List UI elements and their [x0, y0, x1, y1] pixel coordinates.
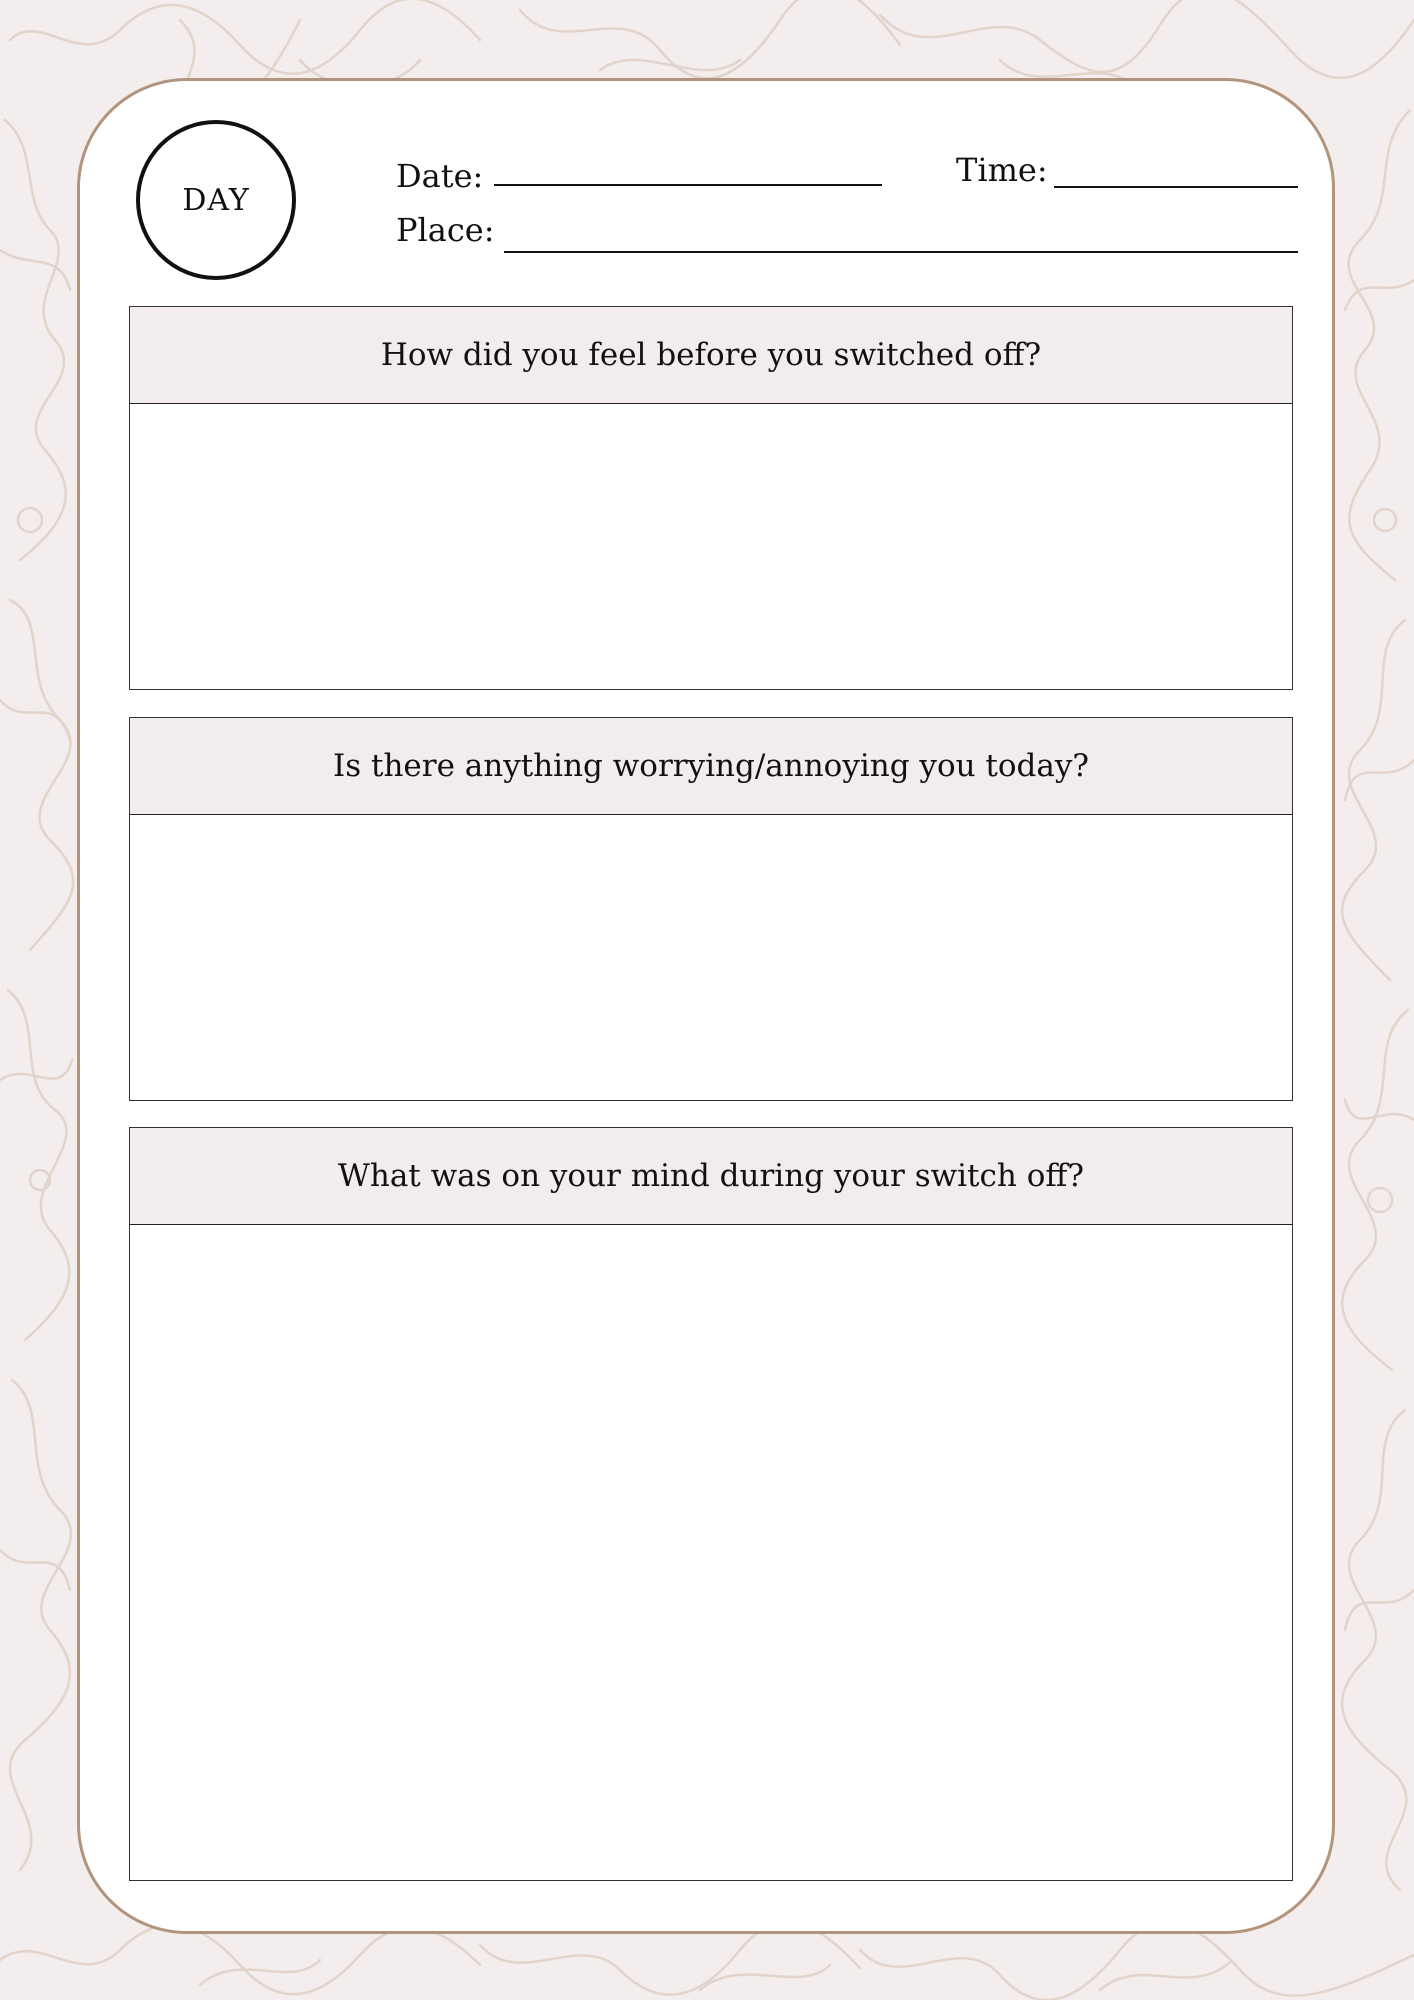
question-box — [129, 717, 1293, 1101]
place-field[interactable] — [504, 251, 1298, 253]
date-label: Date: — [396, 157, 484, 195]
day-label: DAY — [182, 182, 250, 218]
question-box — [129, 306, 1293, 690]
answer-area[interactable] — [130, 1225, 1292, 1880]
question-text: What was on your mind during your switch off? — [338, 1158, 1084, 1194]
question-box — [129, 1127, 1293, 1881]
answer-area[interactable] — [130, 404, 1292, 689]
question-header — [130, 1128, 1292, 1225]
answer-area[interactable] — [130, 815, 1292, 1100]
question-header — [130, 307, 1292, 404]
day-circle — [136, 120, 296, 280]
question-text: Is there anything worrying/annoying you today? — [332, 748, 1090, 784]
time-label: Time: — [956, 151, 1048, 189]
question-header — [130, 718, 1292, 815]
time-field[interactable] — [1054, 186, 1298, 188]
question-text: How did you feel before you switched off? — [380, 337, 1042, 373]
place-label: Place: — [396, 211, 495, 249]
date-field[interactable] — [494, 184, 882, 186]
